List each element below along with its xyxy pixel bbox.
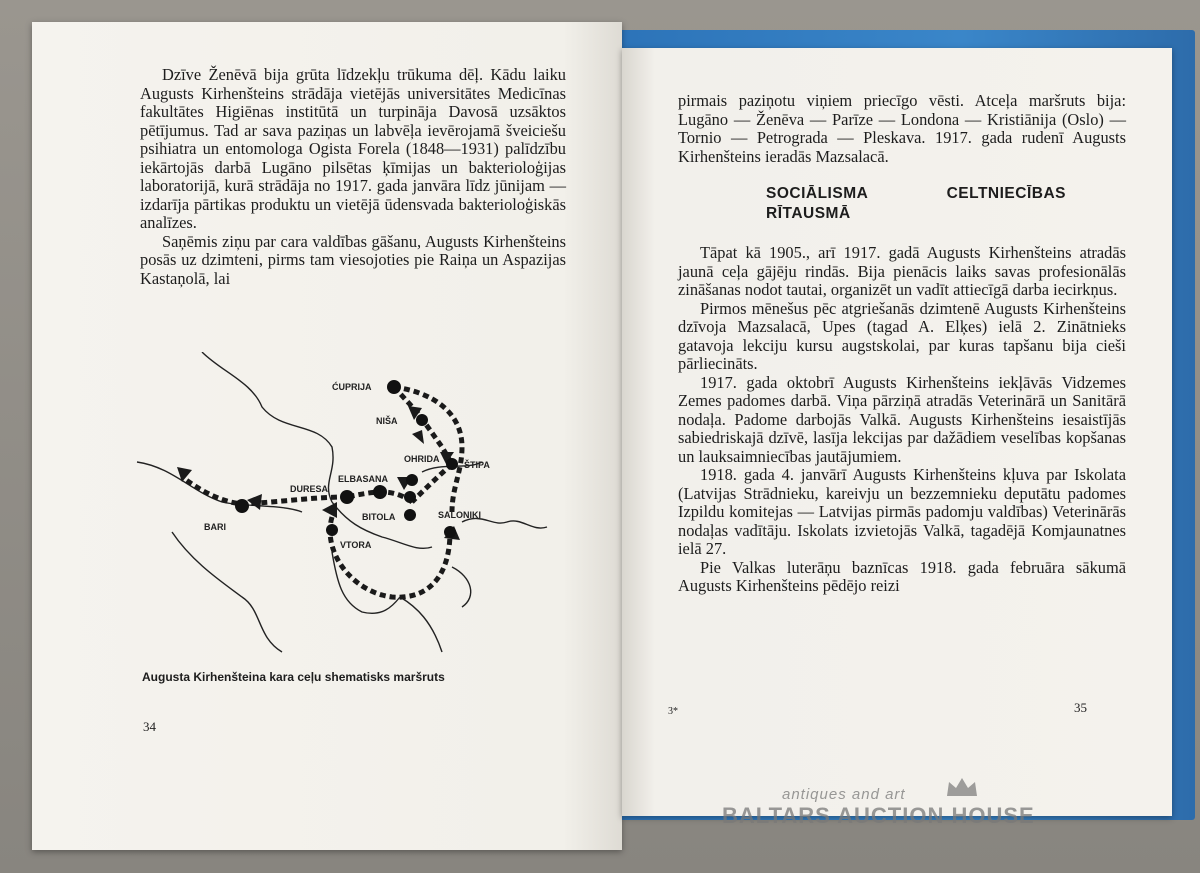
route-south-loop — [330, 517, 450, 597]
watermark-tagline: antiques and art — [782, 786, 906, 803]
right-intro-paragraph: pirmais paziņotu viņiem priecīgo vēsti. Atceļa maršruts bija: Lugāno — Ženēva — Parīze — Londona — Kristiānija (Oslo) — Tornio — Petrograda — Pleskava. 1917. gada rudenī Augusts Kirhenšteins ieradās Mazsalacā. — [678, 91, 1126, 166]
city-dot-cuprija — [387, 380, 401, 394]
route-stipa-ohrida — [412, 464, 452, 502]
left-page — [32, 22, 622, 850]
map-caption: Augusta Kirhenšteina kara ceļu shematisks maršruts — [142, 670, 445, 684]
arrow-nisa — [412, 430, 424, 444]
coastline-greece-west — [332, 552, 400, 613]
right-paragraph-1: Tāpat kā 1905., arī 1917. gadā Augusts Kirhenšteins atradās jaunā ceļa gājēju rindās. Bija pienācis laiks savas profesionālās zināšanas nodot tautai, organizēt un vadīt attiecīgā darba iecirkņus. — [678, 243, 1126, 299]
city-dot-saloniki — [444, 526, 456, 538]
coastline-italy-east — [137, 462, 302, 512]
city-dot-nisa — [416, 414, 428, 426]
page-number-left: 34 — [143, 719, 156, 734]
label-stipa: ŠTIPA — [464, 460, 490, 470]
city-dot-elbasana — [373, 485, 387, 499]
right-paragraph-5: Pie Valkas luterāņu baznīcas 1918. gada februāra sākumā Augusts Kirhenšteins pēdējo reizi — [678, 557, 1126, 595]
route-map — [132, 352, 552, 662]
city-dot-duresa — [340, 490, 354, 504]
coastline-italy-heel — [172, 532, 282, 652]
city-dot-stipa — [446, 458, 458, 470]
label-bari: BARI — [204, 522, 226, 532]
coastline-north — [202, 352, 333, 502]
left-paragraph-2: Saņēmis ziņu par cara valdības gāšanu, Augusts Kirhenšteins posās uz dzimteni, pirms tam viesojoties pie Raiņa un Aspazijas Kastaņolā, lai — [140, 231, 566, 288]
city-dot-ohrida — [406, 474, 418, 486]
city-dot-bitola — [404, 491, 416, 503]
label-cuprija: ĆUPRIJA — [332, 382, 372, 392]
route-east-outer — [394, 387, 462, 512]
chapter-heading: SOCIĀLISMA CELTNIECĪBAS RĪTAUSMĀ — [766, 185, 1066, 222]
label-elbasana: ELBASANA — [338, 474, 389, 484]
city-dot-vtora — [326, 524, 338, 536]
label-nisa: NIŠA — [376, 416, 398, 426]
watermark — [722, 786, 1122, 829]
signature-mark: 3* — [668, 706, 678, 717]
right-paragraph-2: Pirmos mēnešus pēc atgriešanās dzimtenē Augusts Kirhenšteins dzīvoja Mazsalacā, Upes (tagad A. Elķes) ielā 2. Zinātnieks gatavoja lekciju kursu augstskolai, par kuras tapšanu bija cieši pārliecināts. — [678, 298, 1126, 373]
label-ohrida: OHRIDA — [404, 454, 440, 464]
page-number-right: 35 — [1074, 700, 1087, 715]
label-vtora: VTORA — [340, 540, 372, 550]
watermark-brand: BALTARS AUCTION HOUSE — [722, 803, 1035, 828]
label-saloniki: SALONIKI — [438, 510, 482, 520]
arrow-to-duresa — [322, 502, 337, 518]
left-paragraph-1: Dzīve Ženēvā bija grūta līdzekļu trūkuma dēļ. Kādu laiku Augusts Kirhenšteins strādāja vietējās universitātes Medicīnas fakultātes Higiēnas institūtā un turpināja Davosā uzsāktos pētījumus. Tad ar sava paziņas un labvēļa ievērojamā šveiciešu psihiatra un entomologa Ogista Forela (1848—1931) palīdzību iekārtojās darbā Lugāno pilsētas ķīmijas un bakterioloģijas laboratorijā, kurā strādāja no 1917. gada janvāra līdz jūnijam — izdarīja pārtikas produktu un vietējā ūdensvada bakterioloģiskās analīzes. — [140, 65, 566, 232]
route-arrows — [177, 406, 460, 540]
left-page-text — [140, 66, 566, 288]
right-page-text — [678, 92, 1126, 596]
label-duresa: DURESA — [290, 484, 329, 494]
arrow-to-bari — [247, 494, 262, 510]
map-coastlines — [137, 352, 547, 652]
right-paragraph-3: 1917. gada oktobrī Augusts Kirhenšteins iekļāvās Vidzemes Zemes padomes darbā. Viņa pārziņā atradās Veterinārā un Sanitārā nodaļa. Padome darbojās Valkā. Augusts Kirhenšteins iesaistījās sabiedriskajā dzīvē, lasīja lekcijas par dažādiem veselības kopšanas un lauksaimniecības jautājumiem. — [678, 372, 1126, 466]
coastline-peloponnese — [400, 597, 442, 652]
right-page — [622, 48, 1172, 816]
city-dot-bitola-2 — [404, 509, 416, 521]
coastline-chalkidiki — [452, 567, 471, 607]
right-paragraph-4: 1918. gada 4. janvārī Augusts Kirhenšteins kļuva par Iskolata (Latvijas Strādnieku, kareivju un bezzemnieku deputātu padomes Izpildu komitejas — Latvijas pirmās padomju valdības) Veterinārās nodaļas vadītāju. Iskolats izvietojās Valkā, tagadējā Komjaunatnes ielā 27. — [678, 465, 1126, 558]
city-dot-bari — [235, 499, 249, 513]
label-bitola: BITOLA — [362, 512, 396, 522]
